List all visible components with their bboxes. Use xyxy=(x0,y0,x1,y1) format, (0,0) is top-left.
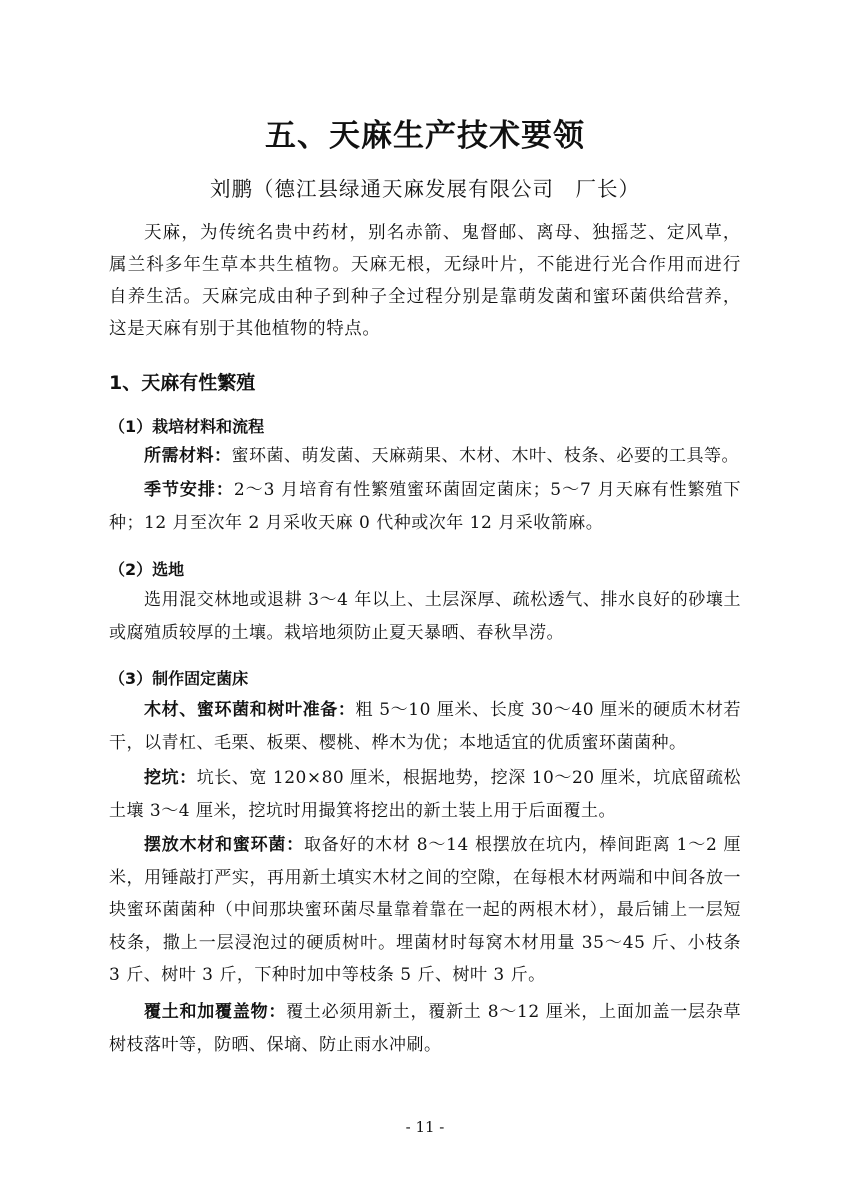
page-number: - 11 - xyxy=(405,1118,445,1136)
page-title: 五、天麻生产技术要领 xyxy=(265,118,585,154)
section-heading: 1、天麻有性繁殖 xyxy=(109,372,256,394)
paragraph-label: 所需材料： xyxy=(144,446,232,466)
paragraph-season-schedule xyxy=(109,474,741,539)
subsection-heading: （1）栽培材料和流程 xyxy=(109,417,265,436)
paragraph-label: 木材、蜜环菌和树叶准备： xyxy=(144,700,356,720)
paragraph-label: 覆土和加覆盖物： xyxy=(144,1002,287,1022)
paragraph-text: 粗 5～10 厘米、长度 30～40 厘米的硬质木材若干，以青杠、毛栗、板栗、樱桃、桦木为优；本地适宜的优质蜜环菌菌种。 xyxy=(109,700,742,753)
paragraph-text: 2～3 月培育有性繁殖蜜环菌固定菌床；5～7 月天麻有性繁殖下种；12 月至次年 2 月采收天麻 0 代种或次年 12 月采收箭麻。 xyxy=(109,480,742,533)
subsection-heading: （3）制作固定菌床 xyxy=(109,669,249,688)
intro-paragraph: 天麻，为传统名贵中药材，别名赤箭、鬼督邮、离母、独摇芝、定风草，属兰科多年生草本共生植物。天麻无根，无绿叶片，不能进行光合作用而进行自养生活。天麻完成由种子到种子全过程分别是靠萌发菌和蜜环菌供给营养，这是天麻有别于其他植物的特点。 xyxy=(109,223,741,339)
paragraph-material-prep xyxy=(109,694,741,759)
subsection-heading: （2）选地 xyxy=(109,560,185,579)
paragraph-site-selection: 选用混交林地或退耕 3～4 年以上、土层深厚、疏松透气、排水良好的砂壤土或腐殖质较厚的土壤。栽培地须防止夏天暴晒、春秋旱涝。 xyxy=(109,590,741,643)
paragraph-text: 覆土必须用新土，覆新土 8～12 厘米，上面加盖一层杂草树枝落叶等，防晒、保墒、防止雨水冲刷。 xyxy=(109,1002,741,1055)
paragraph-label: 季节安排： xyxy=(144,480,234,500)
paragraph-label: 挖坑： xyxy=(144,768,197,788)
paragraph-label: 摆放木材和蜜环菌： xyxy=(144,835,304,855)
paragraph-text: 蜜环菌、萌发菌、天麻蒴果、木材、木叶、枝条、必要的工具等。 xyxy=(231,446,739,466)
paragraph-dig-pit xyxy=(109,762,741,827)
paragraph-text: 坑长、宽 120×80 厘米，根据地势，挖深 10～20 厘米，坑底留疏松土壤 3～4 厘米，挖坑时用撮箕将挖出的新土装上用于后面覆土。 xyxy=(109,768,742,821)
author-line: 刘鹏（德江县绿通天麻发展有限公司 厂长） xyxy=(210,177,640,201)
paragraph-text: 取备好的木材 8～14 根摆放在坑内，棒间距离 1～2 厘米，用锤敲打严实，再用新土填实木材之间的空隙，在每根木材两端和中间各放一块蜜环菌菌种（中间那块蜜环菌尽量靠着靠在一起的两根木材），最后铺上一层短枝条，撒上一层浸泡过的硬质树叶。埋菌材时每窝木材用量 35～45 斤、小枝条 3 斤、树叶 3 斤，下种时加中等枝条 5 斤、树叶 3 斤。 xyxy=(109,835,741,985)
paragraph-place-wood xyxy=(109,829,741,992)
paragraph-required-materials xyxy=(109,440,741,473)
paragraph-cover-soil xyxy=(109,996,741,1061)
